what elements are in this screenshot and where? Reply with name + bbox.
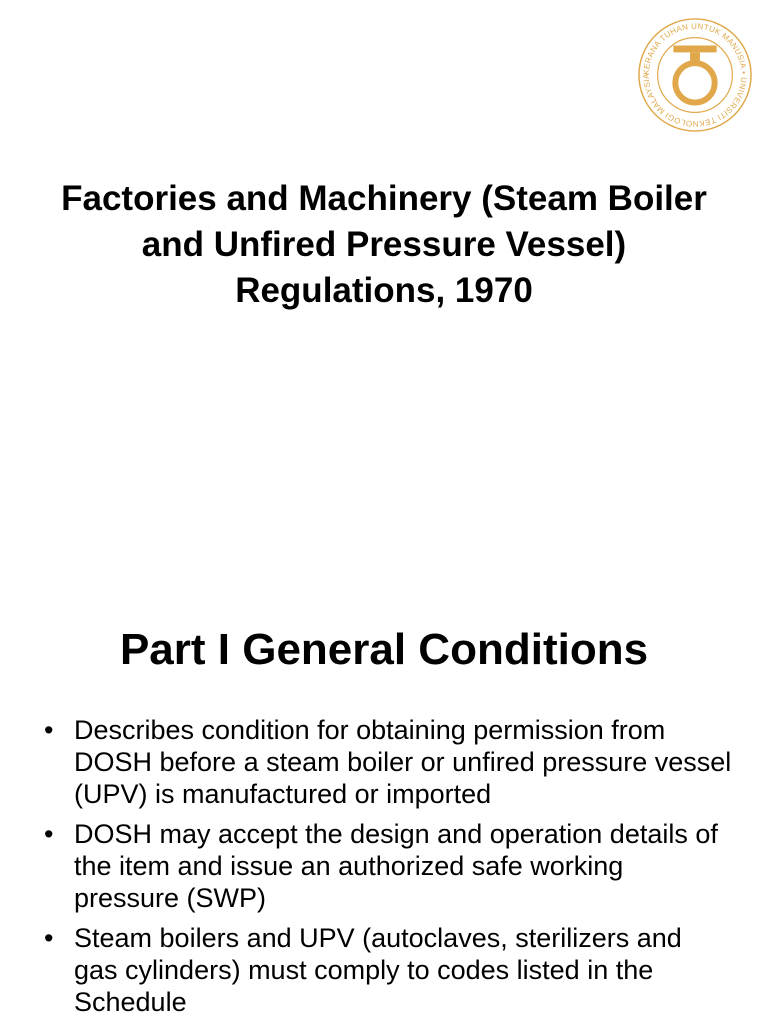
bullet-marker: • — [44, 923, 54, 953]
logo-outer-ring — [639, 19, 751, 131]
bullet-list — [42, 714, 732, 1024]
logo-emblem-circle — [675, 63, 714, 102]
bullet-item — [42, 922, 732, 1018]
bullet-marker: • — [44, 715, 54, 745]
bullet-marker: • — [44, 819, 54, 849]
slide-2 — [0, 600, 768, 1024]
bullet-text: DOSH may accept the design and operation details of the item and issue an authorized safe working pressure (SWP) — [74, 819, 718, 913]
logo-tower-bar — [673, 46, 716, 53]
bullet-item — [42, 714, 732, 810]
slide-2-title: Part I General Conditions — [119, 625, 649, 674]
bullet-text: Steam boilers and UPV (autoclaves, sterilizers and gas cylinders) must comply to codes listed in the Schedule — [74, 923, 682, 1017]
utm-logo — [636, 16, 754, 134]
bullet-item — [42, 818, 732, 914]
bullet-text: Describes condition for obtaining permission from DOSH before a steam boiler or unfired pressure vessel (UPV) is manufactured or imported — [74, 715, 732, 809]
slide-1-title: Factories and Machinery (Steam Boiler and Unfired Pressure Vessel) Regulations, 1970 — [61, 179, 707, 310]
logo-ring-text: KERANA TUHAN UNTUK MANUSIA • UNIVERSITI TEKNOLOGI MALAYSIA — [641, 21, 749, 129]
